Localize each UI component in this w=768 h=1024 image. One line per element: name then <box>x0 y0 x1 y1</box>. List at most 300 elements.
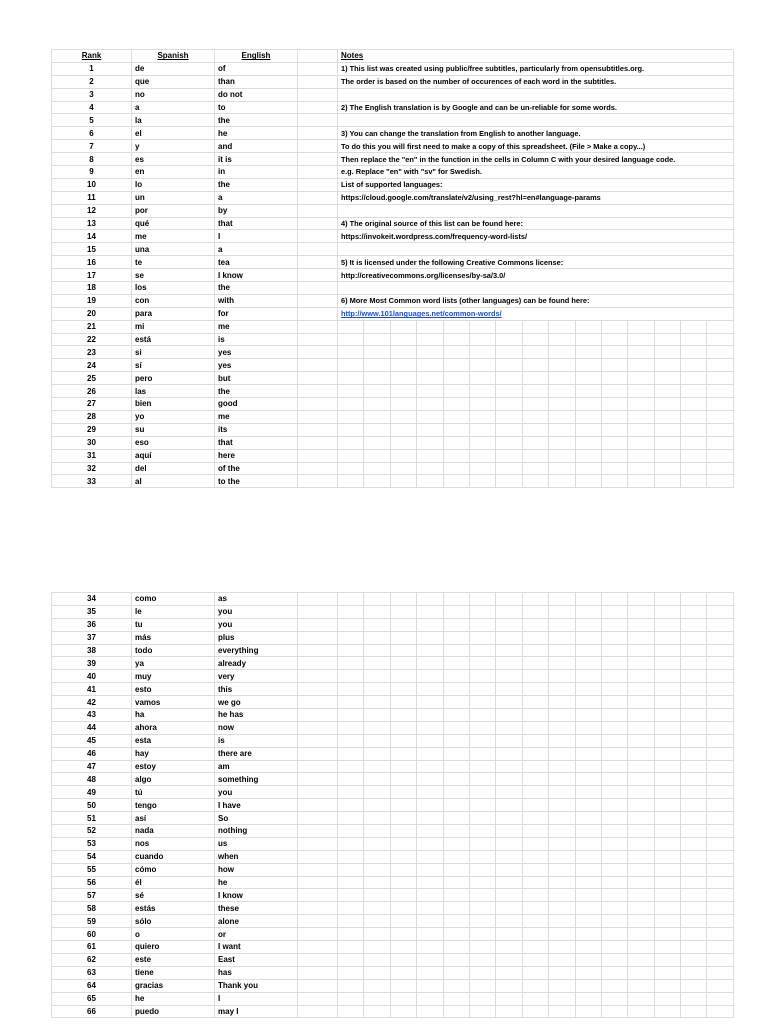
empty-cell <box>601 773 627 786</box>
empty-cell <box>575 359 601 372</box>
table-row <box>52 773 734 786</box>
empty-cell <box>601 721 627 734</box>
empty-cell <box>338 631 364 644</box>
empty-cell <box>390 618 416 631</box>
english-word-cell: already <box>215 657 298 670</box>
empty-cell <box>298 153 338 166</box>
spanish-word-cell: esto <box>132 683 215 696</box>
empty-cell <box>364 721 390 734</box>
empty-cell <box>390 825 416 838</box>
empty-cell <box>575 928 601 941</box>
empty-cell <box>549 372 575 385</box>
rank-cell: 54 <box>52 850 132 863</box>
empty-cell <box>707 837 733 850</box>
empty-cell <box>469 359 495 372</box>
empty-cell <box>338 385 364 398</box>
empty-cell <box>549 1005 575 1018</box>
english-word-cell: the <box>215 178 298 191</box>
empty-cell <box>390 812 416 825</box>
empty-cell <box>298 398 338 411</box>
empty-cell <box>298 127 338 140</box>
english-word-cell: I have <box>215 799 298 812</box>
empty-cell <box>522 683 548 696</box>
empty-cell <box>654 786 680 799</box>
empty-cell <box>338 747 364 760</box>
english-word-cell: here <box>215 449 298 462</box>
empty-cell <box>575 410 601 423</box>
spanish-word-cell: eso <box>132 436 215 449</box>
empty-cell <box>364 709 390 722</box>
english-word-cell: yes <box>215 359 298 372</box>
spanish-word-cell: todo <box>132 644 215 657</box>
english-word-cell: in <box>215 166 298 179</box>
notes-cell: 6) More Most Common word lists (other languages) can be found here: <box>338 294 734 307</box>
empty-cell <box>443 786 469 799</box>
empty-cell <box>417 992 443 1005</box>
empty-cell <box>469 605 495 618</box>
empty-cell <box>298 850 338 863</box>
empty-cell <box>496 734 522 747</box>
empty-cell <box>654 593 680 606</box>
english-word-cell: to <box>215 101 298 114</box>
empty-cell <box>338 721 364 734</box>
empty-cell <box>707 475 733 488</box>
empty-cell <box>575 333 601 346</box>
empty-cell <box>298 941 338 954</box>
empty-cell <box>496 825 522 838</box>
rank-cell: 10 <box>52 178 132 191</box>
empty-cell <box>522 605 548 618</box>
empty-cell <box>681 850 707 863</box>
english-word-cell: and <box>215 140 298 153</box>
empty-cell <box>654 863 680 876</box>
notes-cell: 2) The English translation is by Google and can be un-reliable for some words. <box>338 101 734 114</box>
rank-cell: 11 <box>52 191 132 204</box>
english-word-cell: yes <box>215 346 298 359</box>
english-word-cell: with <box>215 294 298 307</box>
empty-cell <box>443 889 469 902</box>
empty-cell <box>654 915 680 928</box>
empty-cell <box>628 902 654 915</box>
empty-cell <box>628 979 654 992</box>
empty-cell <box>443 979 469 992</box>
empty-cell <box>443 696 469 709</box>
word-frequency-table-top <box>51 49 734 488</box>
empty-cell <box>681 825 707 838</box>
empty-cell <box>654 979 680 992</box>
english-word-cell: I know <box>215 889 298 902</box>
spanish-word-cell: para <box>132 307 215 320</box>
empty-cell <box>390 902 416 915</box>
spanish-word-cell: estoy <box>132 760 215 773</box>
empty-cell <box>522 915 548 928</box>
empty-cell <box>601 850 627 863</box>
empty-cell <box>298 204 338 217</box>
spanish-word-cell: sí <box>132 359 215 372</box>
empty-cell <box>390 863 416 876</box>
rank-cell: 17 <box>52 269 132 282</box>
rank-cell: 20 <box>52 307 132 320</box>
empty-cell <box>522 876 548 889</box>
empty-cell <box>681 696 707 709</box>
empty-cell <box>390 449 416 462</box>
empty-cell <box>549 760 575 773</box>
rank-cell: 66 <box>52 1005 132 1018</box>
empty-cell <box>681 475 707 488</box>
empty-cell <box>522 670 548 683</box>
empty-cell <box>681 915 707 928</box>
english-word-cell: may I <box>215 1005 298 1018</box>
empty-cell <box>390 709 416 722</box>
spanish-word-cell: hay <box>132 747 215 760</box>
empty-cell <box>522 462 548 475</box>
empty-cell <box>681 372 707 385</box>
english-word-cell: he has <box>215 709 298 722</box>
empty-cell <box>469 979 495 992</box>
empty-cell <box>522 709 548 722</box>
empty-cell <box>681 747 707 760</box>
table-row <box>52 75 734 88</box>
empty-cell <box>549 953 575 966</box>
empty-cell <box>417 825 443 838</box>
empty-cell <box>575 385 601 398</box>
empty-cell <box>364 683 390 696</box>
empty-cell <box>443 747 469 760</box>
empty-cell <box>628 889 654 902</box>
empty-cell <box>601 837 627 850</box>
empty-cell <box>417 953 443 966</box>
rank-cell: 59 <box>52 915 132 928</box>
empty-cell <box>681 618 707 631</box>
table-row <box>52 191 734 204</box>
empty-cell <box>522 320 548 333</box>
empty-cell <box>575 850 601 863</box>
empty-cell <box>298 140 338 153</box>
empty-cell <box>390 941 416 954</box>
empty-cell <box>575 462 601 475</box>
empty-cell <box>628 837 654 850</box>
empty-cell <box>628 966 654 979</box>
empty-cell <box>601 799 627 812</box>
empty-cell <box>681 593 707 606</box>
english-word-cell: it is <box>215 153 298 166</box>
empty-cell <box>469 825 495 838</box>
empty-cell <box>417 773 443 786</box>
empty-cell <box>469 449 495 462</box>
empty-cell <box>496 786 522 799</box>
empty-cell <box>298 191 338 204</box>
empty-cell <box>601 670 627 683</box>
empty-cell <box>298 825 338 838</box>
empty-cell <box>298 631 338 644</box>
rank-cell: 64 <box>52 979 132 992</box>
table-row <box>52 696 734 709</box>
empty-cell <box>522 631 548 644</box>
empty-cell <box>443 423 469 436</box>
empty-cell <box>549 657 575 670</box>
empty-cell <box>601 953 627 966</box>
empty-cell <box>469 696 495 709</box>
english-word-cell: us <box>215 837 298 850</box>
empty-cell <box>522 747 548 760</box>
empty-cell <box>654 631 680 644</box>
notes-cell <box>338 88 734 101</box>
rank-cell: 18 <box>52 282 132 295</box>
empty-cell <box>549 837 575 850</box>
empty-cell <box>469 812 495 825</box>
empty-cell <box>601 657 627 670</box>
spanish-word-cell: más <box>132 631 215 644</box>
empty-cell <box>681 1005 707 1018</box>
rank-cell: 24 <box>52 359 132 372</box>
spanish-word-cell: es <box>132 153 215 166</box>
spanish-word-cell: muy <box>132 670 215 683</box>
empty-cell <box>601 683 627 696</box>
empty-cell <box>496 462 522 475</box>
table-row <box>52 786 734 799</box>
empty-cell <box>298 359 338 372</box>
notes-cell <box>338 204 734 217</box>
table-row <box>52 863 734 876</box>
empty-cell <box>601 410 627 423</box>
empty-cell <box>575 747 601 760</box>
empty-cell <box>601 696 627 709</box>
table-row <box>52 953 734 966</box>
empty-cell <box>549 812 575 825</box>
empty-cell <box>601 915 627 928</box>
empty-cell <box>628 773 654 786</box>
empty-cell <box>575 876 601 889</box>
table-row <box>52 979 734 992</box>
empty-cell <box>469 423 495 436</box>
empty-cell <box>654 320 680 333</box>
english-word-cell: Thank you <box>215 979 298 992</box>
empty-cell <box>417 644 443 657</box>
spanish-word-cell: me <box>132 230 215 243</box>
english-word-cell: me <box>215 320 298 333</box>
table-row <box>52 114 734 127</box>
table-row <box>52 837 734 850</box>
empty-cell <box>298 709 338 722</box>
empty-cell <box>469 410 495 423</box>
empty-cell <box>417 696 443 709</box>
empty-cell <box>522 941 548 954</box>
empty-cell <box>338 786 364 799</box>
empty-cell <box>417 734 443 747</box>
spanish-word-cell: aquí <box>132 449 215 462</box>
english-word-cell: the <box>215 385 298 398</box>
empty-cell <box>417 709 443 722</box>
english-word-cell: alone <box>215 915 298 928</box>
empty-cell <box>628 320 654 333</box>
empty-cell <box>601 475 627 488</box>
empty-cell <box>364 863 390 876</box>
empty-cell <box>601 385 627 398</box>
rank-header: Rank <box>52 50 132 63</box>
empty-cell <box>654 462 680 475</box>
empty-cell <box>443 915 469 928</box>
empty-cell <box>654 928 680 941</box>
table-row <box>52 282 734 295</box>
empty-cell <box>338 825 364 838</box>
empty-cell <box>417 436 443 449</box>
empty-cell <box>390 760 416 773</box>
empty-cell <box>338 644 364 657</box>
rank-cell: 27 <box>52 398 132 411</box>
empty-cell <box>681 605 707 618</box>
empty-cell <box>364 734 390 747</box>
english-word-cell: when <box>215 850 298 863</box>
empty-cell <box>681 346 707 359</box>
rank-cell: 65 <box>52 992 132 1005</box>
empty-cell <box>298 75 338 88</box>
empty-cell <box>681 423 707 436</box>
empty-cell <box>707 398 733 411</box>
notes-cell: To do this you will first need to make a copy of this spreadsheet. (File > Make a copy...) <box>338 140 734 153</box>
empty-cell <box>298 294 338 307</box>
spanish-word-cell: ya <box>132 657 215 670</box>
empty-cell <box>707 876 733 889</box>
rank-cell: 58 <box>52 902 132 915</box>
empty-cell <box>417 346 443 359</box>
empty-cell <box>469 876 495 889</box>
empty-cell <box>443 863 469 876</box>
empty-cell <box>549 631 575 644</box>
table-row <box>52 372 734 385</box>
empty-cell <box>522 760 548 773</box>
spanish-word-cell: vamos <box>132 696 215 709</box>
empty-cell <box>601 449 627 462</box>
empty-cell <box>469 992 495 1005</box>
english-word-cell: I <box>215 230 298 243</box>
table-row <box>52 333 734 346</box>
empty-cell <box>707 760 733 773</box>
empty-cell <box>601 346 627 359</box>
empty-cell <box>654 657 680 670</box>
empty-cell <box>469 773 495 786</box>
empty-cell <box>417 670 443 683</box>
empty-cell <box>549 876 575 889</box>
empty-cell <box>707 889 733 902</box>
rank-cell: 41 <box>52 683 132 696</box>
table-row <box>52 475 734 488</box>
spanish-word-cell: cuando <box>132 850 215 863</box>
empty-cell <box>338 436 364 449</box>
spanish-word-cell: yo <box>132 410 215 423</box>
table-row <box>52 644 734 657</box>
spanish-word-cell: tiene <box>132 966 215 979</box>
empty-cell <box>628 928 654 941</box>
empty-cell <box>601 320 627 333</box>
empty-cell <box>601 462 627 475</box>
empty-cell <box>628 436 654 449</box>
common-words-link[interactable]: http://www.101languages.net/common-words/ <box>341 309 502 319</box>
empty-cell <box>601 436 627 449</box>
empty-cell <box>390 747 416 760</box>
table-row <box>52 618 734 631</box>
empty-cell <box>575 889 601 902</box>
empty-cell <box>469 915 495 928</box>
empty-cell <box>496 398 522 411</box>
empty-cell <box>417 359 443 372</box>
rank-cell: 14 <box>52 230 132 243</box>
english-word-cell: by <box>215 204 298 217</box>
empty-cell <box>364 593 390 606</box>
english-word-cell: you <box>215 618 298 631</box>
empty-cell <box>364 837 390 850</box>
empty-cell <box>364 449 390 462</box>
empty-cell <box>298 269 338 282</box>
empty-cell <box>338 876 364 889</box>
empty-cell <box>522 902 548 915</box>
english-word-cell: I <box>215 992 298 1005</box>
empty-cell <box>628 631 654 644</box>
table-row <box>52 709 734 722</box>
empty-cell <box>338 928 364 941</box>
english-word-cell: a <box>215 191 298 204</box>
empty-cell <box>654 876 680 889</box>
empty-cell <box>575 760 601 773</box>
empty-cell <box>390 915 416 928</box>
empty-cell <box>338 410 364 423</box>
empty-cell <box>522 889 548 902</box>
empty-cell <box>549 709 575 722</box>
english-word-cell: how <box>215 863 298 876</box>
empty-cell <box>707 928 733 941</box>
empty-cell <box>364 812 390 825</box>
empty-cell <box>364 902 390 915</box>
empty-cell <box>390 1005 416 1018</box>
empty-cell <box>417 475 443 488</box>
empty-cell <box>575 966 601 979</box>
empty-cell <box>496 359 522 372</box>
empty-cell <box>469 966 495 979</box>
empty-cell <box>469 786 495 799</box>
empty-cell <box>390 773 416 786</box>
empty-cell <box>628 799 654 812</box>
empty-cell <box>522 475 548 488</box>
empty-cell <box>364 760 390 773</box>
empty-cell <box>364 631 390 644</box>
rank-cell: 33 <box>52 475 132 488</box>
empty-cell <box>601 863 627 876</box>
empty-cell <box>443 941 469 954</box>
empty-cell <box>496 423 522 436</box>
empty-cell <box>654 372 680 385</box>
empty-cell <box>469 721 495 734</box>
empty-cell <box>522 618 548 631</box>
notes-cell: 3) You can change the translation from English to another language. <box>338 127 734 140</box>
english-word-cell: he <box>215 127 298 140</box>
rank-cell: 13 <box>52 217 132 230</box>
empty-cell <box>390 657 416 670</box>
empty-cell <box>654 747 680 760</box>
empty-cell <box>549 773 575 786</box>
empty-cell <box>654 398 680 411</box>
empty-cell <box>681 953 707 966</box>
empty-cell <box>549 670 575 683</box>
english-word-cell: is <box>215 734 298 747</box>
table-row <box>52 410 734 423</box>
english-word-cell: you <box>215 605 298 618</box>
empty-cell <box>575 436 601 449</box>
empty-cell <box>575 799 601 812</box>
empty-cell <box>681 398 707 411</box>
empty-cell <box>549 683 575 696</box>
table-row <box>52 423 734 436</box>
empty-cell <box>601 333 627 346</box>
rank-cell: 25 <box>52 372 132 385</box>
